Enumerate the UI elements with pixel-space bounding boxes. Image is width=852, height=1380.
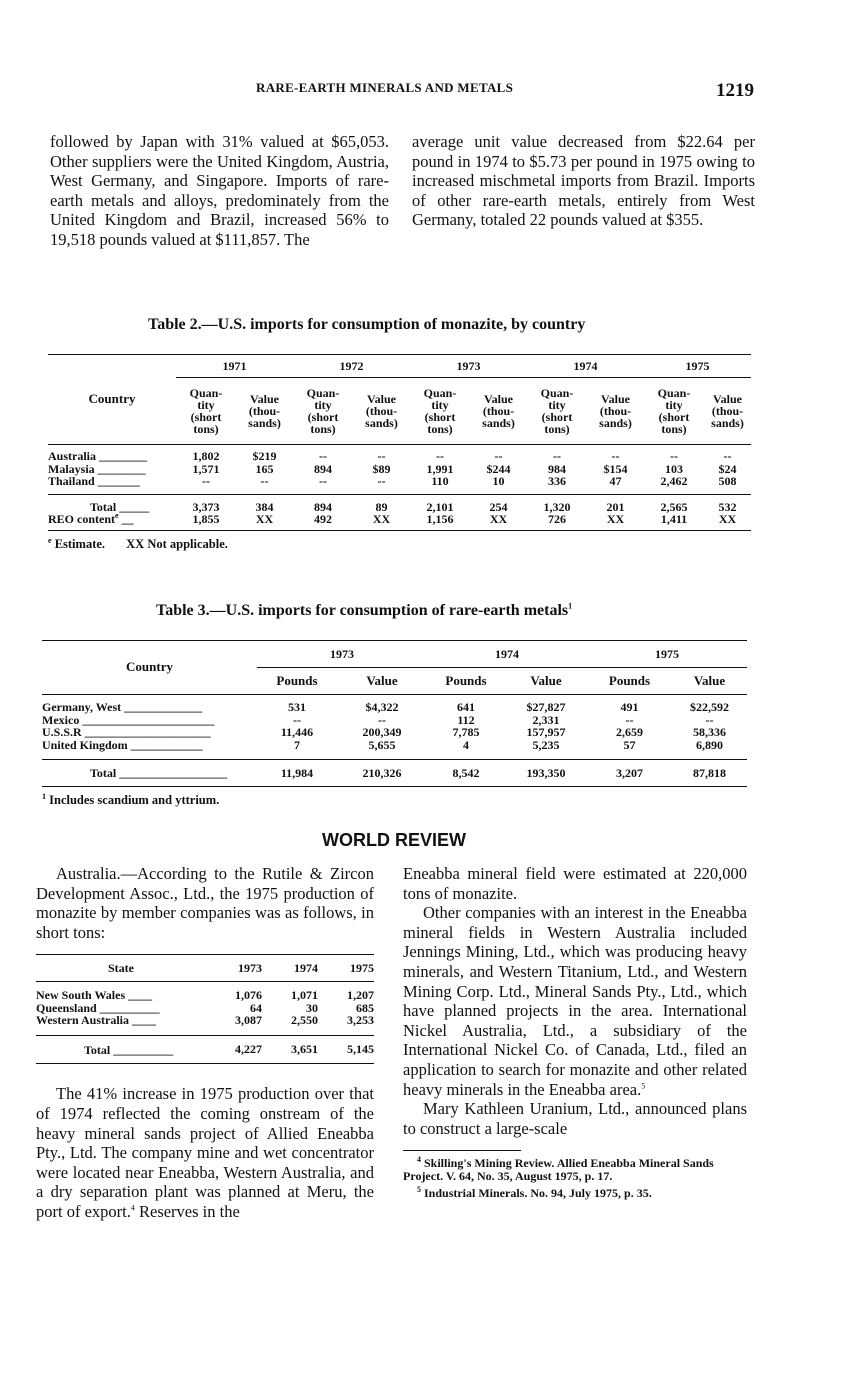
- table2-year-header: 1973: [410, 355, 527, 378]
- state-row-label: Queensland __________: [36, 1000, 160, 1015]
- table2-value-header: Value (thou- sands): [482, 392, 515, 430]
- table3-footnote: [42, 793, 747, 808]
- footnote: [403, 1157, 747, 1183]
- table-cell: 894: [314, 499, 332, 514]
- table3-year-header: 1974: [427, 641, 587, 668]
- table-cell: --: [377, 449, 386, 463]
- table-cell: 1,076: [235, 988, 262, 1003]
- table-cell: 1,320: [543, 499, 571, 514]
- production-paragraph: [36, 1084, 374, 1221]
- running-head: RARE-EARTH MINERALS AND METALS: [256, 80, 514, 95]
- table2-qty-header: Quan- tity (short tons): [306, 386, 340, 436]
- table-cell: --: [436, 449, 444, 463]
- table3: [42, 640, 747, 808]
- table-cell: 1,802: [192, 449, 220, 463]
- footnote-mark: 4: [130, 1203, 135, 1213]
- table-cell: 210,326: [362, 765, 402, 780]
- table3-year-header: 1973: [257, 641, 427, 668]
- table-cell: --: [377, 474, 386, 488]
- table-cell: $27,827: [526, 700, 566, 714]
- table2-notes: [48, 537, 751, 552]
- state-total-label: Total __________: [84, 1042, 174, 1057]
- table3-pounds-header: Pounds: [608, 672, 651, 688]
- table-cell: 492: [314, 512, 332, 526]
- table2-country-header: Country: [48, 355, 176, 445]
- table-cell: 384: [255, 499, 274, 514]
- table-cell: 491: [620, 700, 639, 714]
- page-number: 1219: [716, 80, 754, 101]
- state-table-header: State: [108, 961, 134, 976]
- table-cell: 112: [457, 712, 475, 727]
- table-cell: $24: [718, 461, 737, 476]
- world-review-right-column: [403, 864, 747, 1200]
- table2-reo-label: [48, 513, 176, 530]
- table2-qty-header: Quan- tity (short tons): [657, 386, 691, 436]
- intro-right-text: average unit value decreased from $22.64 per pound in 1974 to $5.73 per pound in 1975 owing to increased mischmetal imports from Brazil. Imports of other rare-earth metals, entirely from West Germany, totaled 22 pounds valued at $355.: [412, 132, 755, 230]
- table-cell: 531: [288, 700, 306, 714]
- table3-value-header: Value: [530, 672, 562, 688]
- table3-caption: [156, 602, 572, 620]
- table3-row-label: U.S.S.R _____________________: [42, 725, 211, 739]
- table-cell: 2,659: [616, 725, 643, 739]
- table3-caption-text: Table 3.—U.S. imports for consumption of rare-earth metals: [156, 602, 569, 619]
- footnote-mark: 1: [568, 601, 573, 611]
- table3-pounds-header: Pounds: [445, 672, 487, 688]
- table-cell: 30: [306, 1000, 318, 1015]
- table-cell: --: [705, 712, 714, 727]
- table-cell: 894: [314, 461, 332, 476]
- table-cell: --: [378, 712, 386, 727]
- reo-label-suffix: __: [118, 512, 134, 526]
- table3-row-label: United Kingdom ____________: [42, 737, 203, 752]
- state-table: [36, 954, 374, 1064]
- table-row: [48, 475, 751, 494]
- table-cell: 7: [294, 737, 300, 752]
- table-row: [42, 739, 747, 760]
- table-cell: 1,071: [291, 988, 318, 1003]
- section-title: WORLD REVIEW: [322, 830, 466, 850]
- footnote: [403, 1187, 747, 1200]
- table3-total-label: Total __________________: [90, 766, 228, 780]
- table-cell: 10: [492, 474, 505, 488]
- table-cell: 1,571: [192, 461, 220, 476]
- footnote-text: Industrial Minerals. No. 94, July 1975, p. 35.: [424, 1186, 652, 1201]
- table-row: [48, 494, 751, 513]
- table-cell: 3,087: [235, 1013, 262, 1028]
- table-cell: 7,785: [452, 725, 480, 739]
- table-row: [48, 445, 751, 463]
- footnote-mark: e: [115, 511, 119, 520]
- table3-year-header: 1975: [587, 641, 747, 668]
- table-cell: 336: [548, 474, 566, 488]
- table2-qty-header: Quan- tity (short tons): [423, 386, 457, 436]
- companies-text: Other companies with an interest in the Eneabba mineral fields in Western Australia included Jennings Mining, Ltd., which was producing heavy minerals, and Western Titanium, Ltd., and Western Mining Corp. Ltd., Mineral Sands Pty., Ltd., which have planned projects in the area. International Nickel Australia, Ltd., a subsidiary of the International Nickel Co. of Canada, Ltd., filed an application to search for monazite and other related heavy minerals in the Eneabba area.: [403, 903, 747, 1099]
- table3-row-label: Mexico ______________________: [42, 712, 215, 727]
- table-cell: 5,235: [532, 737, 560, 752]
- table-cell: $22,592: [690, 700, 729, 714]
- table2-year-header: 1972: [293, 355, 410, 378]
- table-cell: 508: [718, 474, 737, 488]
- table-cell: 165: [255, 461, 274, 476]
- table-cell: --: [260, 474, 269, 488]
- table3-footnote-text: Includes scandium and yttrium.: [49, 792, 220, 807]
- intro-left-column: [50, 132, 389, 250]
- table-cell: 641: [457, 700, 475, 714]
- table-cell: 726: [548, 512, 566, 526]
- table-cell: 3,651: [291, 1042, 318, 1057]
- table-cell: --: [293, 712, 301, 727]
- table2-value-header: Value (thou- sands): [365, 392, 398, 430]
- mary-kathleen-paragraph: Mary Kathleen Uranium, Ltd., announced plans to construct a large-scale: [403, 1099, 747, 1138]
- table3-value-header: Value: [366, 672, 398, 688]
- state-table-header: 1975: [350, 961, 374, 976]
- table2-grid: [48, 354, 751, 531]
- footnote-mark: 5: [641, 1081, 646, 1091]
- table-cell: 103: [665, 461, 683, 476]
- footnote-divider: [403, 1150, 521, 1151]
- table-cell: 201: [606, 499, 625, 514]
- table-cell: --: [319, 449, 327, 463]
- state-table-header: 1974: [294, 961, 318, 976]
- table2: [48, 354, 751, 552]
- table2-year-header: 1975: [644, 355, 751, 378]
- table-cell: XX: [372, 512, 391, 526]
- table-cell: 11,446: [280, 725, 314, 739]
- table-cell: --: [319, 474, 327, 488]
- table-cell: XX: [718, 512, 737, 526]
- eneabba-paragraph: Eneabba mineral field were estimated at 220,000 tons of monazite.: [403, 864, 747, 903]
- table-cell: 4: [463, 737, 469, 752]
- table2-year-header: 1974: [527, 355, 644, 378]
- companies-paragraph: [403, 903, 747, 1099]
- table-cell: 8,542: [452, 765, 480, 780]
- table3-pounds-header: Pounds: [276, 672, 318, 688]
- table-cell: 1,991: [426, 461, 454, 476]
- table-cell: 2,565: [660, 499, 688, 514]
- table-cell: 3,373: [192, 499, 220, 514]
- table-cell: 110: [431, 474, 449, 488]
- table-cell: 532: [718, 499, 737, 514]
- table-cell: 254: [489, 499, 508, 514]
- table-cell: 1,411: [660, 512, 688, 526]
- table-row: [36, 982, 374, 1002]
- world-review-left-column: [36, 864, 374, 1222]
- table2-value-header: Value (thou- sands): [711, 392, 744, 430]
- table-cell: 2,331: [532, 712, 560, 727]
- table3-grid: [42, 640, 747, 787]
- table-cell: 157,957: [526, 725, 566, 739]
- table-cell: XX: [489, 512, 508, 526]
- table-cell: $89: [372, 461, 391, 476]
- table-cell: $154: [603, 461, 628, 476]
- table2-value-header: Value (thou- sands): [248, 392, 281, 430]
- table-cell: 685: [356, 1000, 374, 1015]
- table3-row-label: Germany, West _____________: [42, 700, 203, 714]
- table-cell: 64: [250, 1000, 262, 1015]
- table-cell: 3,253: [347, 1013, 374, 1028]
- table-row: [48, 463, 751, 476]
- table2-year-header: 1971: [176, 355, 293, 378]
- table-cell: 3,207: [616, 765, 643, 780]
- production-text-tail: Reserves in the: [134, 1201, 240, 1221]
- table-cell: 1,156: [426, 512, 454, 526]
- footnote-mark: 1: [42, 791, 46, 801]
- table-cell: XX: [606, 512, 625, 526]
- table-cell: --: [670, 449, 678, 463]
- table-cell: 87,818: [693, 765, 726, 780]
- table-cell: --: [723, 449, 732, 463]
- footnote-text: Skilling's Mining Review. Allied Eneabba Mineral Sands Project. V. 64, No. 35, August 1975, p. 17.: [403, 1156, 714, 1184]
- australia-paragraph: Australia.—According to the Rutile & Zircon Development Assoc., Ltd., the 1975 production of monazite by member companies was as follows, in short tons:: [36, 864, 374, 942]
- state-row-label: Western Australia ____: [36, 1013, 156, 1028]
- table-cell: --: [553, 449, 561, 463]
- table-cell: 1,855: [192, 512, 220, 526]
- table-cell: XX: [255, 512, 274, 526]
- table-cell: 984: [548, 461, 566, 476]
- state-row-label: New South Wales ____: [36, 988, 153, 1003]
- footnote-mark: 4: [417, 1155, 421, 1165]
- table-row: [42, 726, 747, 739]
- table-cell: 2,101: [426, 499, 454, 514]
- table-cell: 2,462: [660, 474, 688, 488]
- table2-row-label: Malaysia ________: [48, 461, 146, 476]
- table-row: [48, 513, 751, 530]
- table2-qty-header: Quan- tity (short tons): [189, 386, 223, 436]
- intro-left-text: followed by Japan with 31% valued at $65,053. Other suppliers were the United Kingdom, Austria, West Germany, and Singapore. Imports of rare-earth metals and alloys, predominately from the United Kingdom and Brazil, increased 56% to 19,518 pounds valued at $111,857. The: [50, 132, 389, 249]
- table-cell: --: [611, 449, 620, 463]
- table2-total-label: Total _____: [90, 499, 150, 514]
- table2-qty-header: Quan- tity (short tons): [540, 386, 574, 436]
- reo-label-text: REO content: [48, 512, 115, 526]
- table2-note-estimate: Estimate.: [54, 536, 106, 551]
- table-cell: 193,350: [526, 765, 566, 780]
- table-cell: 2,550: [291, 1013, 318, 1028]
- table-row: [42, 760, 747, 787]
- table-cell: 57: [623, 737, 636, 752]
- table-cell: 6,890: [696, 737, 723, 752]
- table-cell: $4,322: [365, 700, 399, 714]
- table-cell: 5,145: [347, 1042, 374, 1057]
- table2-row-label: Australia ________: [48, 449, 147, 463]
- table-cell: 58,336: [693, 725, 726, 739]
- table2-caption: Table 2.—U.S. imports for consumption of monazite, by country: [148, 316, 586, 333]
- table-row: [42, 695, 747, 714]
- table-cell: --: [202, 474, 210, 488]
- state-table-header: 1973: [238, 961, 262, 976]
- table-cell: --: [494, 449, 503, 463]
- table-cell: 5,655: [368, 737, 396, 752]
- table-cell: 47: [609, 474, 622, 488]
- intro-right-column: [412, 132, 755, 230]
- table2-value-header: Value (thou- sands): [599, 392, 632, 430]
- production-text: The 41% increase in 1975 production over that of 1974 reflected the coming onstream of the heavy mineral sands project of Allied Eneabba Pty., Ltd. The company mine and wet concentrator were located near Eneabba, Western Australia, and a dry separation plant was planned at Meru, the port of export.: [36, 1084, 374, 1221]
- footnote-mark: 5: [417, 1185, 421, 1195]
- table-cell: 11,984: [280, 765, 314, 780]
- table-cell: 4,227: [235, 1042, 262, 1057]
- table-cell: $244: [486, 461, 511, 476]
- table3-value-header: Value: [693, 672, 726, 688]
- table2-note-na: XX Not applicable.: [126, 536, 228, 551]
- footnote-mark: e: [48, 535, 52, 545]
- table-cell: --: [625, 712, 634, 727]
- table-cell: 200,349: [362, 725, 402, 739]
- table-row: [36, 1014, 374, 1035]
- table-cell: 1,207: [347, 988, 374, 1003]
- table-cell: $219: [252, 449, 277, 463]
- table-cell: 89: [375, 499, 388, 514]
- table-row: [36, 1035, 374, 1064]
- table3-country-header: Country: [42, 641, 257, 695]
- table2-row-label: Thailand _______: [48, 474, 140, 488]
